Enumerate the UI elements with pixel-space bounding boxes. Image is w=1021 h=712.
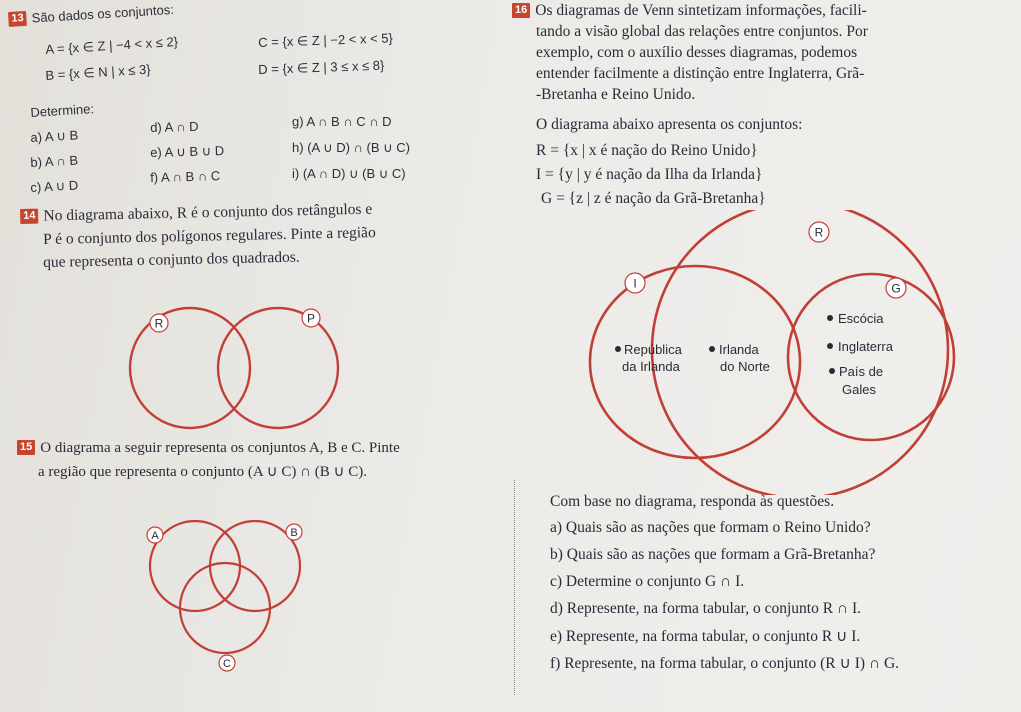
column-divider — [514, 480, 515, 695]
q13-item-d: d) A ∩ D — [150, 118, 199, 135]
q13-set-b: B = {x ∈ N | x ≤ 3} — [45, 61, 152, 83]
q16-question-a: a) Quais são as nações que formam o Reino Unido? — [550, 519, 871, 536]
q13-item-h: h) (A ∪ D) ∩ (B ∪ C) — [292, 140, 410, 155]
q13-number-badge: 13 — [8, 11, 27, 27]
q16-irlanda-dot — [709, 346, 715, 352]
q15-number-badge: 15 — [17, 440, 35, 455]
q14-label-p: P — [306, 311, 316, 326]
q14-number-badge: 14 — [20, 209, 39, 224]
q16-line-2: tando a visão global das relações entre conjuntos. Por — [536, 23, 868, 40]
q15-circle-c[interactable] — [180, 563, 270, 653]
q14-label-r: R — [154, 316, 164, 331]
q16-label-i: I — [633, 276, 637, 291]
q16-number-badge: 16 — [512, 3, 530, 18]
q16-label-r: R — [814, 225, 824, 240]
q16-def-i: I = {y | y é nação da Ilha da Irlanda} — [536, 166, 763, 183]
q14-venn-diagram — [125, 300, 375, 440]
q16-irlanda-line-1: Irlanda — [719, 342, 759, 357]
q16-base: Com base no diagrama, responda às questões. — [550, 493, 835, 510]
q13-item-f: f) A ∩ B ∩ C — [150, 168, 221, 185]
q14-circle-r[interactable] — [130, 308, 250, 428]
q16-escocia-dot — [827, 315, 833, 321]
q16-line-5: -Bretanha e Reino Unido. — [536, 86, 696, 103]
q16-line-3: exemplo, com o auxílio desses diagramas, podemos — [536, 44, 858, 61]
q13-item-b: b) A ∩ B — [30, 152, 79, 170]
q13-intro: São dados os conjuntos: — [31, 1, 175, 26]
q13-item-e: e) A ∪ B ∪ D — [150, 143, 225, 160]
q15-label-a: A — [151, 530, 159, 542]
q16-def-r: R = {x | x é nação do Reino Unido} — [536, 142, 758, 159]
q16-circle-g[interactable] — [788, 274, 954, 440]
q16-venn-diagram — [580, 210, 1020, 495]
q16-gales-dot — [829, 368, 835, 374]
q14-circle-p[interactable] — [218, 308, 338, 428]
q16-republica-line-2: da Irlanda — [622, 359, 680, 374]
q14-line-1: 14 No diagrama abaixo, R é o conjunto dos retângulos e — [20, 201, 372, 226]
q13-item-g: g) A ∩ B ∩ C ∩ D — [292, 114, 392, 129]
q16-line-4: entender facilmente a distinção entre Inglaterra, Grã- — [536, 65, 865, 82]
q16-label-g: G — [891, 281, 901, 296]
q13-determine: Determine: — [30, 101, 95, 120]
q15-line-1: 15 O diagrama a seguir representa os conjuntos A, B e C. Pinte — [17, 440, 400, 457]
q16-inglaterra-label: Inglaterra — [838, 339, 893, 354]
q14-line-2: P é o conjunto dos polígonos regulares. Pinte a região — [43, 224, 376, 248]
q13-set-d: D = {x ∈ Z | 3 ≤ x ≤ 8} — [258, 57, 385, 77]
q13-set-c: C = {x ∈ Z | −2 < x < 5} — [258, 30, 394, 50]
q16-gales-line-2: Gales — [842, 382, 876, 397]
q16-question-f: f) Represente, na forma tabular, o conjunto (R ∪ I) ∩ G. — [550, 655, 900, 672]
q16-inglaterra-dot — [827, 343, 833, 349]
q16-presents: O diagrama abaixo apresenta os conjuntos: — [536, 116, 803, 133]
q16-question-c: c) Determine o conjunto G ∩ I. — [550, 573, 745, 590]
q13-item-c: c) A ∪ D — [30, 177, 79, 195]
q13-header — [8, 2, 174, 27]
q16-republica-dot — [615, 346, 621, 352]
q16-question-d: d) Represente, na forma tabular, o conjunto R ∩ I. — [550, 600, 862, 617]
q16-gales-line-1: País de — [839, 364, 884, 379]
q16-line-1: 16 Os diagramas de Venn sintetizam informações, facili- — [512, 2, 867, 20]
q15-venn-diagram — [135, 508, 325, 678]
q13-item-i: i) (A ∩ D) ∪ (B ∪ C) — [292, 166, 406, 181]
q15-line-2: a região que representa o conjunto (A ∪ C) ∩ (B ∪ C). — [38, 464, 367, 480]
q15-label-c: C — [223, 658, 231, 670]
q15-label-b: B — [290, 527, 298, 539]
q16-irlanda-line-2: do Norte — [720, 359, 770, 374]
q13-set-a: A = {x ∈ Z | −4 < x ≤ 2} — [45, 33, 179, 57]
q16-question-e: e) Represente, na forma tabular, o conjunto R ∪ I. — [550, 628, 861, 645]
q16-republica-line-1: República — [624, 342, 682, 357]
q16-question-b: b) Quais são as nações que formam a Grã-Bretanha? — [550, 546, 876, 563]
q14-line-3: que representa o conjunto dos quadrados. — [43, 248, 300, 271]
q13-item-a: a) A ∪ B — [30, 127, 79, 145]
q16-def-g: G = {z | z é nação da Grã-Bretanha} — [541, 190, 766, 207]
q16-escocia-label: Escócia — [838, 311, 884, 326]
